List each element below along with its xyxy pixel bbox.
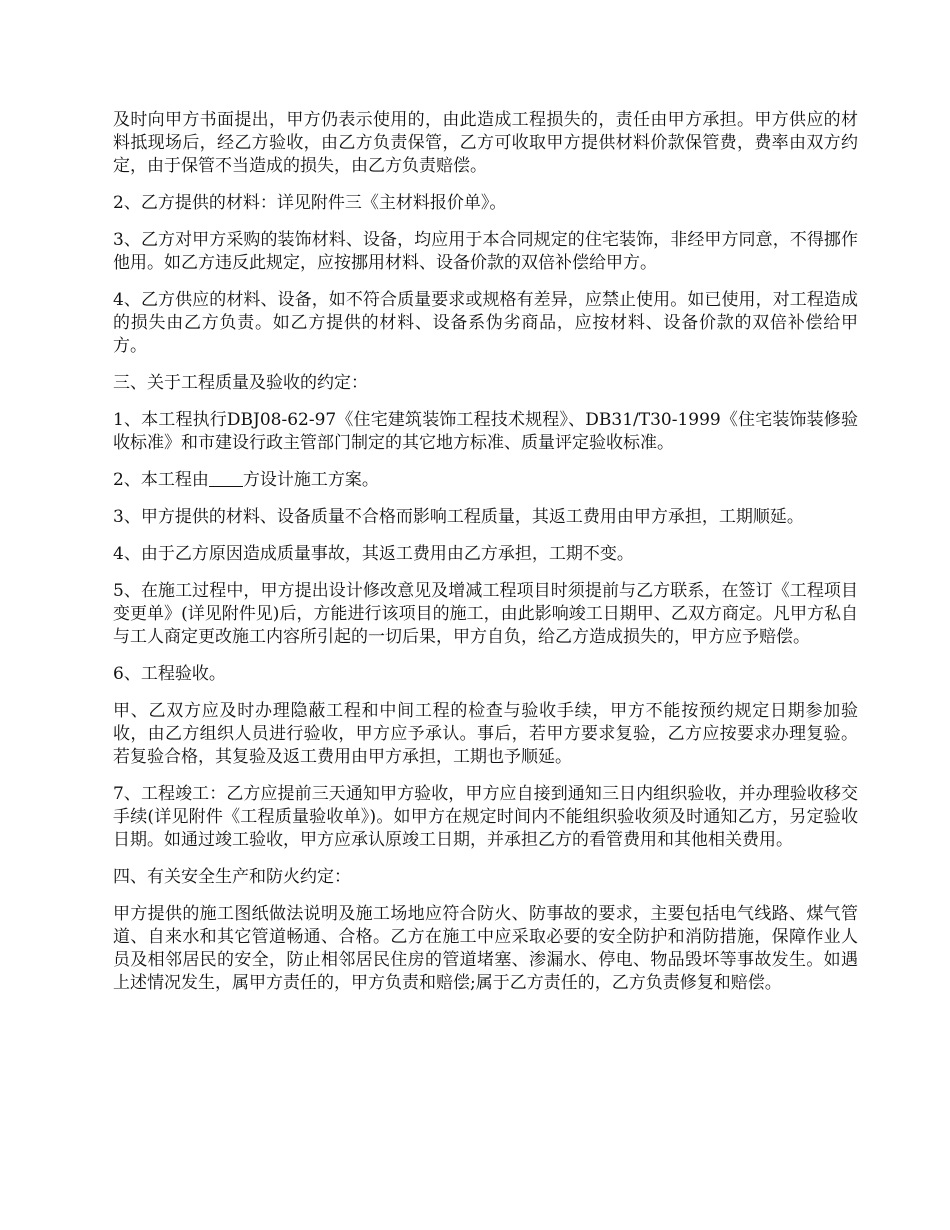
- paragraph-quality-clause-6: 6、工程验收。: [113, 664, 226, 684]
- section-heading-safety-fire: 四、有关安全生产和防火约定：: [113, 867, 351, 887]
- paragraph-quality-clause-2: [113, 469, 858, 492]
- paragraph-quality-clause-4: 4、由于乙方原因造成质量事故，其返工费用由乙方承担，工期不变。: [113, 544, 634, 564]
- paragraph-quality-clause-5: 5、在施工过程中，甲方提出设计修改意见及增减工程项目时须提前与乙方联系，在签订《工程项目变更单》(详见附件见)后，方能进行该项目的施工，由此影响竣工日期甲、乙双方商定。凡甲方私自与工人商定更改施工内容所引起的一切后果，甲方自负，给乙方造成损失的，甲方应予赔偿。: [113, 581, 858, 647]
- document-page: [113, 109, 858, 1009]
- paragraph-quality-clause-1: 1、本工程执行DBJ08-62-97《住宅建筑装饰工程技术规程》、DB31/T30-1999《住宅装饰装修验收标准》和市建设行政主管部门制定的其它地方标准、质量评定验收标准。: [113, 410, 858, 453]
- paragraph-clause-3-materials-use: 3、乙方对甲方采购的装饰材料、设备，均应用于本合同规定的住宅装饰，非经甲方同意，不得挪作他用。如乙方违反此规定，应按挪用材料、设备价款的双倍补偿给甲方。: [113, 230, 858, 273]
- paragraph-quality-clause-3: 3、甲方提供的材料、设备质量不合格而影响工程质量，其返工费用由甲方承担，工期顺延。: [113, 507, 804, 527]
- paragraph-clause-4-materials-quality: 4、乙方供应的材料、设备，如不符合质量要求或规格有差异，应禁止使用。如已使用，对工程造成的损失由乙方负责。如乙方提供的材料、设备系伪劣商品，应按材料、设备价款的双倍补偿给甲方。: [113, 290, 858, 356]
- clause-text-before-blank: 2、本工程由: [113, 470, 209, 490]
- paragraph-quality-clause-7: 7、工程竣工：乙方应提前三天通知甲方验收，甲方应自接到通知三日内组织验收，并办理验收移交手续(详见附件《工程质量验收单》)。如甲方在规定时间内不能组织验收须及时通知乙方，另定验收日期。如通过竣工验收，甲方应承认原竣工日期，并承担乙方的看管费用和其他相关费用。: [113, 784, 858, 850]
- fill-in-blank: [209, 469, 243, 487]
- clause-text-after-blank: 方设计施工方案。: [242, 470, 379, 490]
- section-heading-quality-acceptance: 三、关于工程质量及验收的约定：: [113, 373, 368, 393]
- paragraph-safety-requirements: 甲方提供的施工图纸做法说明及施工场地应符合防火、防事故的要求，主要包括电气线路、煤气管道、自来水和其它管道畅通、合格。乙方在施工中应采取必要的安全防护和消防措施，保障作业人员及相邻居民的安全，防止相邻居民住房的管道堵塞、渗漏水、停电、物品毁坏等事故发生。如遇上述情况发生，属甲方责任的，甲方负责和赔偿;属于乙方责任的，乙方负责修复和赔偿。: [113, 904, 858, 993]
- paragraph-clause-2-materials: 2、乙方提供的材料：详见附件三《主材料报价单》。: [113, 193, 507, 213]
- paragraph-material-liability: 及时向甲方书面提出，甲方仍表示使用的，由此造成工程损失的，责任由甲方承担。甲方供应的材料抵现场后，经乙方验收，由乙方负责保管，乙方可收取甲方提供材料价款保管费，费率由双方约定，由于保管不当造成的损失，由乙方负责赔偿。: [113, 110, 858, 176]
- paragraph-inspection-procedure: 甲、乙双方应及时办理隐蔽工程和中间工程的检查与验收手续，甲方不能按预约规定日期参加验收，由乙方组织人员进行验收，甲方应予承认。事后，若甲方要求复验，乙方应按要求办理复验。若复验合格，其复验及返工费用由甲方承担，工期也予顺延。: [113, 701, 858, 767]
